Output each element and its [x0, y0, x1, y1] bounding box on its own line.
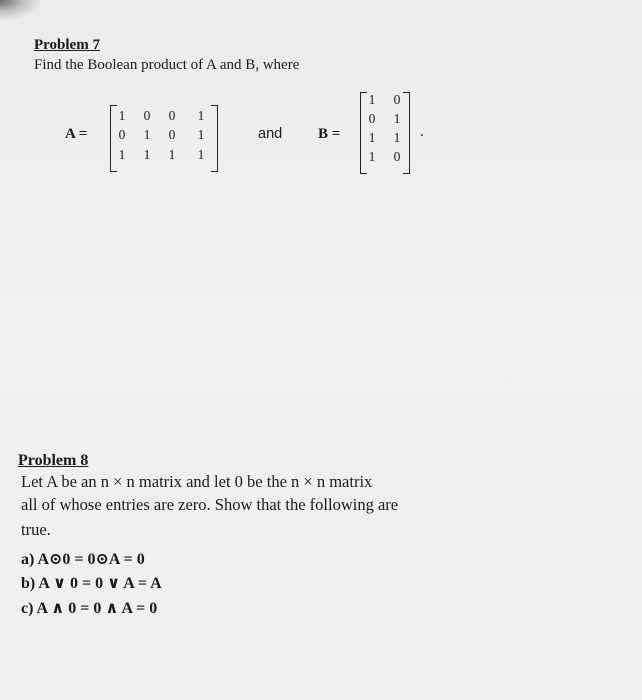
matrix-a-cell: 1	[118, 147, 126, 162]
matrix-b-cell: 1	[368, 130, 376, 145]
matrix-a-cell: 1	[197, 147, 205, 162]
problem-7-prompt: Find the Boolean product of A and B, where	[34, 57, 300, 73]
matrix-a-label: A =	[65, 126, 88, 142]
problem-8-line-2: all of whose entries are zero. Show that the following are	[21, 495, 399, 514]
matrix-a-cell: 1	[143, 147, 151, 162]
matrix-a-right-bracket	[211, 105, 218, 172]
problem-8-heading: Problem 8	[18, 452, 89, 469]
matrix-b-cell: 0	[393, 92, 401, 107]
matrix-b-cell: 0	[368, 111, 376, 126]
page-corner-shadow	[0, 0, 40, 20]
matrix-a-cell: 0	[118, 127, 126, 142]
matrix-b-cell: 1	[393, 111, 401, 126]
matrix-a-cell: 1	[197, 127, 205, 142]
matrix-a-cell: 1	[143, 127, 151, 142]
problem-7-heading: Problem 7	[34, 37, 100, 53]
problem-8-line-1: Let A be an n × n matrix and let 0 be the n × n matrix	[21, 472, 373, 491]
problem-8-item-b: b) A ∨ 0 = 0 ∨ A = A	[21, 575, 162, 592]
matrix-a-cell: 1	[197, 108, 205, 123]
problem-8-item-c: c) A ∧ 0 = 0 ∧ A = 0	[21, 600, 158, 617]
and-conjunction: and	[258, 126, 283, 142]
matrix-a-cell: 0	[143, 108, 151, 123]
matrix-b	[360, 92, 410, 172]
matrix-a-cell: 1	[118, 108, 126, 123]
matrix-b-label: B =	[318, 126, 341, 142]
matrix-b-right-bracket	[403, 92, 410, 174]
matrix-a-cell: 1	[168, 147, 176, 162]
matrix-b-period: .	[420, 124, 424, 140]
problem-8-line-3: true.	[21, 520, 51, 539]
matrix-b-cell: 1	[368, 149, 376, 164]
matrix-b-cell: 0	[393, 149, 401, 164]
matrix-a-cell: 0	[168, 127, 176, 142]
problem-8-item-a: a) A⊙0 = 0⊙A = 0	[21, 551, 145, 568]
matrix-a	[110, 105, 218, 170]
matrix-a-cell: 0	[168, 108, 176, 123]
matrix-b-cell: 1	[368, 92, 376, 107]
matrix-b-cell: 1	[393, 130, 401, 145]
